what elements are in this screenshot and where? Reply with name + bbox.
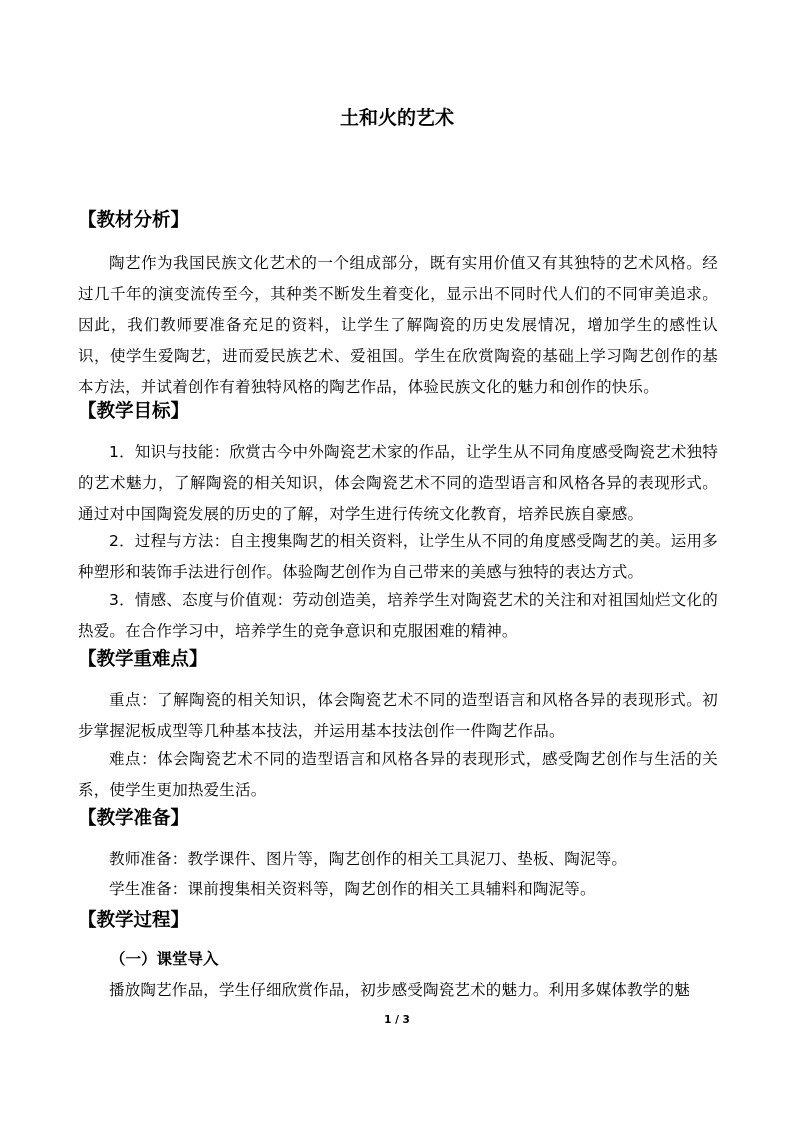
goals-paragraph-2: 2．过程与方法：自主搜集陶艺的相关资料，让学生从不同的角度感受陶艺的美。运用多种塑形和装饰手法进行创作。体验陶艺创作为自己带来的美感与独特的表达方式。 — [78, 532, 718, 581]
document-title: 土和火的艺术 — [339, 107, 454, 129]
process-paragraph: 播放陶艺作品，学生仔细欣赏作品，初步感受陶瓷艺术的魅力。利用多媒体教学的魅 — [109, 981, 690, 999]
process-subheading: （一）课堂导入 — [110, 950, 219, 968]
goals-paragraph-3: 3．情感、态度与价值观：劳动创造美，培养学生对陶瓷艺术的关注和对祖国灿烂文化的热爱。在合作学习中，培养学生的竞争意识和克服困难的精神。 — [78, 591, 718, 640]
preparation-paragraph-1: 教师准备：教学课件、图片等，陶艺创作的相关工具泥刀、垫板、陶泥等。 — [109, 850, 628, 868]
section-heading-analysis: 【教材分析】 — [78, 210, 190, 231]
section-heading-goals: 【教学目标】 — [78, 401, 190, 422]
section-heading-key-points: 【教学重难点】 — [78, 649, 208, 670]
preparation-paragraph-2: 学生准备：课前搜集相关资料等，陶艺创作的相关工具辅料和陶泥等。 — [109, 880, 596, 898]
analysis-paragraph: 陶艺作为我国民族文化艺术的一个组成部分，既有实用价值又有其独特的艺术风格。经过几千年的演变流传至今，其种类不断发生着变化，显示出不同时代人们的不同审美追求。因此，我们教师要准备充足的资料，让学生了解陶瓷的历史发展情况，增加学生的感性认识，使学生爱陶艺，进而爱民族艺术、爱祖国。学生在欣赏陶瓷的基础上学习陶艺创作的基本方法，并试着创作有着独特风格的陶艺作品，体验民族文化的魅力和创作的快乐。 — [78, 254, 718, 396]
page-number: 1 / 3 — [384, 1014, 410, 1026]
goals-paragraph-1: 1．知识与技能：欣赏古今中外陶瓷艺术家的作品，让学生从不同角度感受陶瓷艺术独特的艺术魅力，了解陶瓷的相关知识，体会陶瓷艺术不同的造型语言和风格各异的表现形式。通过对中国陶瓷发展的历史的了解，对学生进行传统文化教育，培养民族自豪感。 — [78, 443, 718, 523]
key-points-paragraph-2: 难点：体会陶瓷艺术不同的造型语言和风格各异的表现形式，感受陶艺创作与生活的关系，使学生更加热爱生活。 — [78, 750, 718, 799]
section-heading-preparation: 【教学准备】 — [78, 808, 190, 829]
section-heading-process: 【教学过程】 — [78, 910, 190, 931]
key-points-paragraph-1: 重点：了解陶瓷的相关知识，体会陶瓷艺术不同的造型语言和风格各异的表现形式。初步掌握泥板成型等几种基本技法，并运用基本技法创作一件陶艺作品。 — [78, 691, 718, 740]
